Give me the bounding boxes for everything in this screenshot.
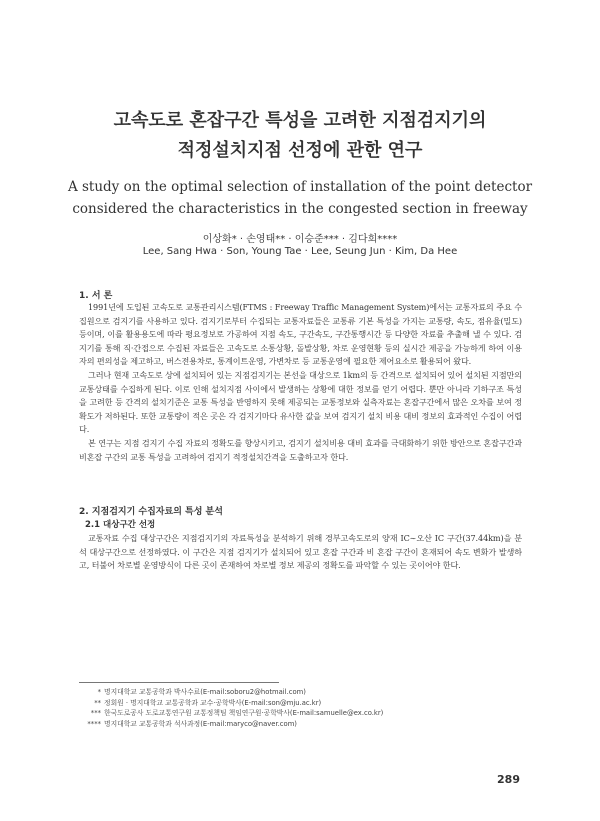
footnote [79,687,479,698]
footnote [79,719,479,730]
footnote-divider [79,682,279,683]
korean-title-line-2: 적정설치지점 선정에 관한 연구 [177,140,423,161]
footnote-text: 명지대학교 교통공학과 박사수료(E-mail:soboru2@hotmail.com) [104,688,306,696]
footnotes [79,687,479,729]
authors-english: Lee, Sang Hwa · Son, Young Tae · Lee, Seung Jun · Kim, Da Hee [142,246,458,257]
footnote [79,708,479,719]
section-1-heading: 1. 서 론 [79,291,113,301]
section-1-paragraph: 1991년에 도입된 고속도로 교통관리시스템(FTMS : Freeway Traffic Management System)에서는 교통자료의 주요 수집원으로 검지기를 사용하고 있다. 검지기로부터 수집되는 교통자료들은 교통류 기본 특성을 가지는 교통량, 속도, 점유율(밀도)등이며, 이를 활용용도에 따라 평요정보로 가공하여 지점 속도, 구간속도, 구간통행시간 등 다양한 자료를 추출해 낼 수 있다. 검지기를 통해 직·간접으로 수집된 자료들은 고속도로 소통상황, 돌발상황, 차로 운영현황 등의 실시간 제공을 가능하게 하여 이용자의 편의성을 제고하고, 버스전용차로, 통계이트운영, 가변차로 등 교통운영에 필요한 제어요소로 활용되어 왔다. [79,302,522,367]
footnote-mark: * [97,688,101,696]
english-title-line-2: considered the characteristics in the congested section in freeway [72,201,528,217]
english-title-line-1: A study on the optimal selection of installation of the point detector [67,179,533,195]
section-2-body [79,532,522,573]
section-2-paragraph: 교통자료 수집 대상구간은 지점검지기의 자료특성을 분석하기 위해 경부고속도로의 양재 IC∼오산 IC 구간(37.44km)을 분석 대상구간으로 선정하였다. 이 구간은 지점 검지기가 설치되어 있고 혼잡 구간과 비 혼잡 구간이 혼재되어 속도 변화가 발생하고, 터불어 차로별 운영방식이 다른 곳이 존재하여 차로별 정보 제공의 정확도를 파악할 수 있는 곳이어야 한다. [79,533,522,571]
english-title [0,176,600,220]
footnote [79,698,479,709]
footnote-text: 명지대학교 교통공학과 석사과정(E-mail:maryco@naver.com) [104,719,297,728]
page-number: 289 [497,773,520,786]
section-1-body [79,301,522,464]
section-2-1-heading: 2.1 대상구간 선정 [85,520,156,530]
footnote-mark: *** [90,709,101,718]
korean-title [0,106,600,166]
footnote-mark: ** [94,698,101,707]
section-1-paragraph: 그러나 현재 고속도로 상에 설치되어 있는 지점검지기는 본선을 대상으로 1km의 등 간격으로 설치되어 있어 설치된 지점만의 교통상태를 수집하게 된다. 이로 인해 설치지점 사이에서 발생하는 상황에 대한 정보를 얻기 어렵다. 뿐만 아니라 기하구조 특성을 고려한 등 간격의 설치기준은 교통 특성을 반영하지 못해 제공되는 교통정보와 실측자료는 혼잡구간에서 많은 오차를 보여 정확도가 저하된다. 또한 교통량이 적은 곳은 각 검지기마다 유사한 값을 보여 검지기 설치 비용 대비 정보의 효과적인 수집이 어렵다. [79,369,522,435]
authors-korean: 이상화* · 손영태** · 이승준*** · 김다희**** [202,234,398,245]
korean-title-line-1: 고속도로 혼잡구간 특성을 고려한 지점검지기의 [113,110,487,131]
footnote-mark: **** [87,719,101,728]
section-1-paragraph: 본 연구는 지점 검지기 수집 자료의 정확도를 향상시키고, 검지기 설치비용 대비 효과를 극대화하기 위한 방안으로 혼잡구간과 비혼잡 구간의 교통 특성을 고려하여 검지기 적정설치간격을 도출하고자 한다. [79,437,522,462]
footnote-text: 한국도로공사 도로교통연구원 교통정책팀 책임연구원·공학박사(E-mail:samuelle@ex.co.kr) [104,709,384,718]
section-2-heading: 2. 지점검지기 수집자료의 특성 분석 [79,507,223,517]
footnote-text: 정회원 · 명지대학교 교통공학과 교수·공학박사(E-mail:son@mju.ac.kr) [104,698,322,707]
